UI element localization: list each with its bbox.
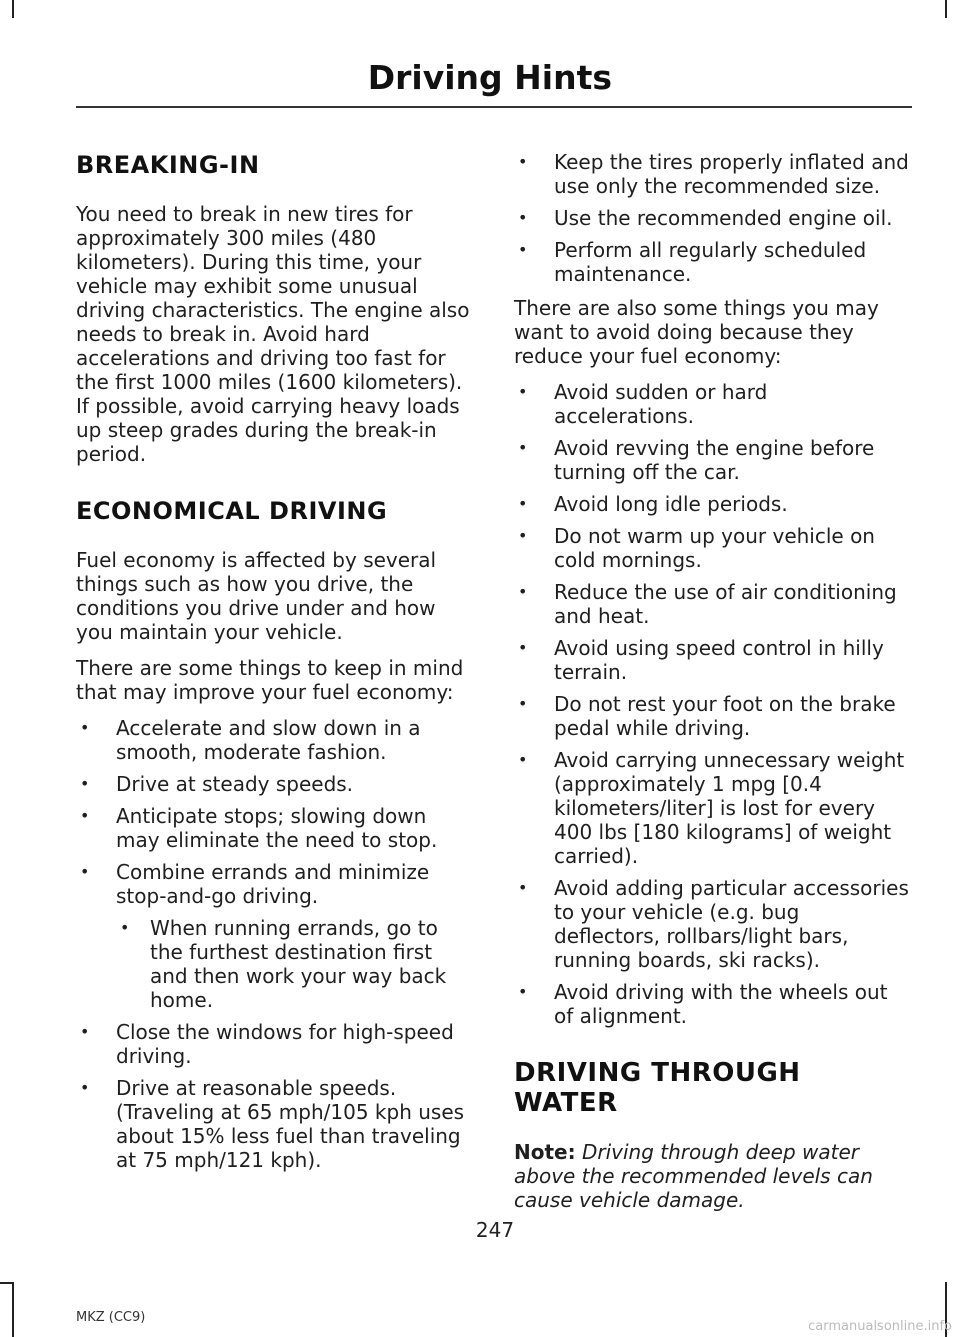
list-item xyxy=(76,772,474,796)
nested-list-item xyxy=(116,916,474,1012)
list-item xyxy=(514,748,910,868)
list-item xyxy=(514,636,910,684)
list-item-text: Avoid driving with the wheels out of alignment. xyxy=(554,980,888,1028)
list-item-text: Accelerate and slow down in a smooth, moderate fashion. xyxy=(116,716,421,764)
page-number: 247 xyxy=(475,1218,515,1242)
crop-mark-top-right-v xyxy=(945,0,947,18)
avoid-intro-paragraph: There are also some things you may want to avoid doing because they reduce your fuel economy: xyxy=(514,296,879,368)
list-item-text: Do not rest your foot on the brake pedal while driving. xyxy=(554,692,896,740)
list-item-text: Drive at steady speeds. xyxy=(116,772,354,796)
heading-driving-through-water: DRIVING THROUGH WATER xyxy=(514,1058,801,1118)
list-item xyxy=(514,876,910,972)
list-item xyxy=(514,692,910,740)
breaking-in-paragraph: You need to break in new tires for approximately 300 miles (480 kilometers). During this time, your vehicle may exhibit some unusual driving characteristics. The engine also needs to break in. Avoid hard accelerations and driving too fast for the first 1000 miles (1600 kilometers). If possible, avoid carrying heavy loads up steep grades during the break-in period. xyxy=(76,202,470,466)
list-item xyxy=(76,804,474,852)
list-item-text: Avoid sudden or hard accelerations. xyxy=(554,380,768,428)
list-item xyxy=(76,1076,474,1172)
right-column xyxy=(514,150,910,1224)
economical-tips-list xyxy=(76,716,474,1172)
water-note xyxy=(514,1140,910,1212)
list-item xyxy=(76,1020,474,1068)
list-item xyxy=(514,492,910,516)
list-item-text: Reduce the use of air conditioning and heat. xyxy=(554,580,897,628)
list-item-text: Avoid using speed control in hilly terrain. xyxy=(554,636,884,684)
list-item-text: Avoid adding particular accessories to your vehicle (e.g. bug deflectors, rollbars/light bars, running boards, ski racks). xyxy=(554,876,909,972)
list-item-text: Anticipate stops; slowing down may eliminate the need to stop. xyxy=(116,804,438,852)
heading-economical-driving: ECONOMICAL DRIVING xyxy=(76,497,388,525)
crop-mark-bottom-left-h xyxy=(0,1282,14,1284)
footer-model-code: MKZ (CC9) xyxy=(76,1310,146,1325)
list-item xyxy=(514,524,910,572)
list-item-text: Drive at reasonable speeds. (Traveling at 65 mph/105 kph uses about 15% less fuel than traveling at 75 mph/121 kph). xyxy=(116,1076,465,1172)
crop-mark-bottom-left-v xyxy=(12,1282,14,1337)
list-item xyxy=(514,380,910,428)
list-item xyxy=(76,860,474,1012)
page-header-title: Driving Hints xyxy=(367,58,612,97)
heading-breaking-in: BREAKING-IN xyxy=(76,151,260,179)
left-column xyxy=(76,140,474,1182)
economical-paragraph-1: Fuel economy is affected by several things such as how you drive, the conditions you drive under and how you maintain your vehicle. xyxy=(76,548,437,644)
avoid-list xyxy=(514,380,910,1028)
maintenance-tips-list xyxy=(514,150,910,286)
list-item xyxy=(76,716,474,764)
note-text: Driving through deep water above the recommended levels can cause vehicle damage. xyxy=(514,1140,873,1212)
note-label: Note: xyxy=(514,1140,576,1164)
list-item-text: When running errands, go to the furthest destination first and then work your way back home. xyxy=(150,916,447,1012)
list-item xyxy=(514,980,910,1028)
list-item-text: Avoid long idle periods. xyxy=(554,492,788,516)
list-item-text: Perform all regularly scheduled maintenance. xyxy=(554,238,867,286)
header-divider xyxy=(76,106,912,108)
list-item xyxy=(514,206,910,230)
list-item-text: Keep the tires properly inflated and use only the recommended size. xyxy=(554,150,909,198)
list-item-text: Avoid carrying unnecessary weight (approximately 1 mpg [0.4 kilometers/liter] is lost for every 400 lbs [180 kilograms] of weight carried). xyxy=(554,748,905,868)
list-item-text: Combine errands and minimize stop-and-go driving. xyxy=(116,860,430,908)
watermark: carmanualsonline.info xyxy=(808,1319,952,1334)
list-item-text: Do not warm up your vehicle on cold mornings. xyxy=(554,524,875,572)
list-item xyxy=(514,238,910,286)
list-item-text: Avoid revving the engine before turning off the car. xyxy=(554,436,875,484)
crop-mark-top-left-v xyxy=(12,0,14,18)
economical-paragraph-2: There are some things to keep in mind that may improve your fuel economy: xyxy=(76,656,464,704)
list-item-text: Close the windows for high-speed driving. xyxy=(116,1020,454,1068)
list-item xyxy=(514,150,910,198)
list-item-text: Use the recommended engine oil. xyxy=(554,206,893,230)
nested-list xyxy=(116,916,474,1012)
list-item xyxy=(514,580,910,628)
list-item xyxy=(514,436,910,484)
